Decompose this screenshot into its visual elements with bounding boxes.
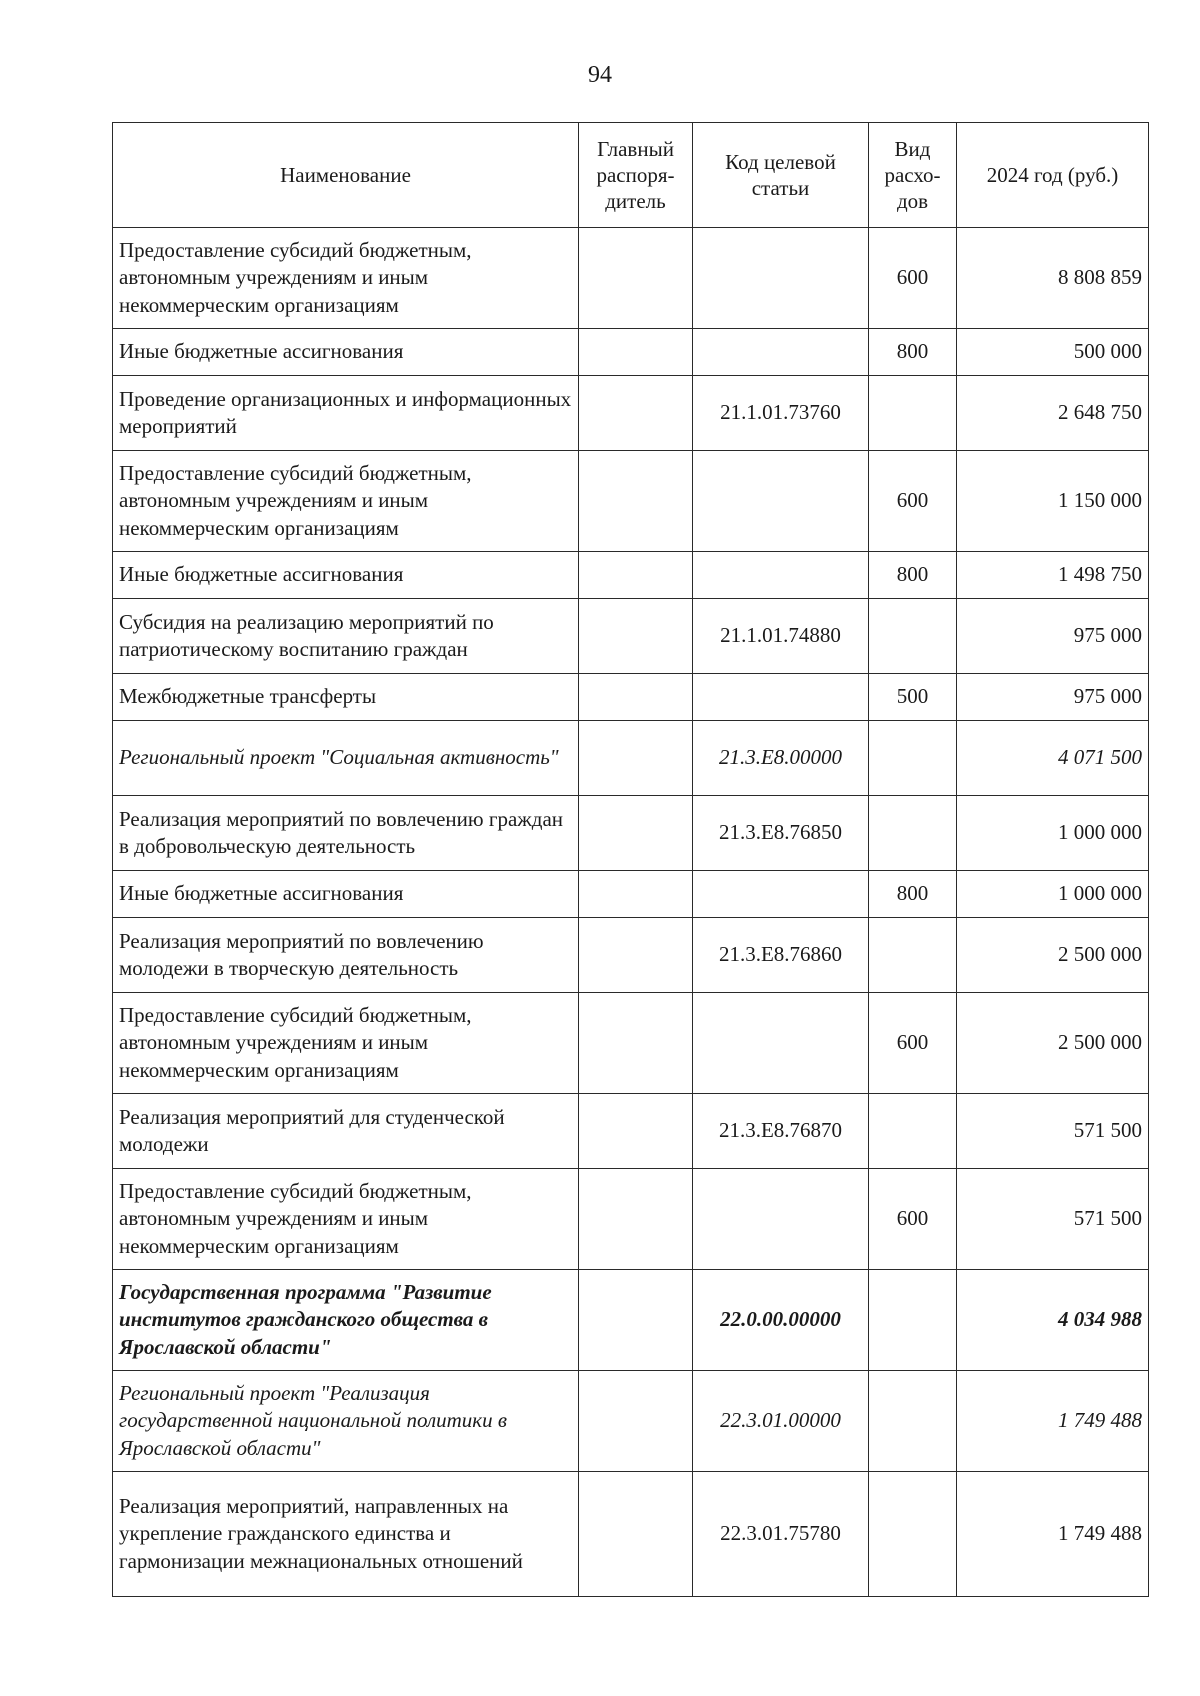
cell-target-code: 21.3.Е8.00000 bbox=[693, 721, 869, 796]
cell-expense-type: 600 bbox=[869, 993, 957, 1094]
cell-sum-2024: 500 000 bbox=[957, 329, 1149, 376]
cell-name: Иные бюджетные ассигнования bbox=[113, 329, 579, 376]
cell-sum-2024: 2 500 000 bbox=[957, 918, 1149, 993]
cell-target-code bbox=[693, 228, 869, 329]
table-row bbox=[113, 1270, 1149, 1371]
cell-main-manager bbox=[579, 721, 693, 796]
cell-main-manager bbox=[579, 993, 693, 1094]
cell-sum-2024: 2 500 000 bbox=[957, 993, 1149, 1094]
cell-target-code: 21.3.Е8.76860 bbox=[693, 918, 869, 993]
cell-main-manager bbox=[579, 674, 693, 721]
cell-main-manager bbox=[579, 871, 693, 918]
cell-expense-type: 800 bbox=[869, 329, 957, 376]
table-row bbox=[113, 1094, 1149, 1169]
table-row bbox=[113, 599, 1149, 674]
cell-name: Реализация мероприятий, направленных на укрепление гражданского единства и гармонизации межнациональных отношений bbox=[113, 1472, 579, 1597]
cell-expense-type bbox=[869, 599, 957, 674]
cell-expense-type bbox=[869, 721, 957, 796]
table-row bbox=[113, 674, 1149, 721]
cell-expense-type: 600 bbox=[869, 1169, 957, 1270]
table-row bbox=[113, 721, 1149, 796]
cell-main-manager bbox=[579, 552, 693, 599]
cell-main-manager bbox=[579, 228, 693, 329]
cell-target-code: 22.0.00.00000 bbox=[693, 1270, 869, 1371]
cell-target-code bbox=[693, 993, 869, 1094]
cell-expense-type bbox=[869, 1270, 957, 1371]
cell-expense-type bbox=[869, 376, 957, 451]
table-body bbox=[113, 228, 1149, 1597]
cell-name: Региональный проект "Реализация государственной национальной политики в Ярославской области" bbox=[113, 1371, 579, 1472]
cell-target-code: 21.3.Е8.76870 bbox=[693, 1094, 869, 1169]
table-row bbox=[113, 1169, 1149, 1270]
table-header bbox=[113, 123, 1149, 228]
cell-name: Реализация мероприятий по вовлечению граждан в добровольческую деятельность bbox=[113, 796, 579, 871]
cell-name: Реализация мероприятий для студенческой молодежи bbox=[113, 1094, 579, 1169]
table-row bbox=[113, 871, 1149, 918]
cell-main-manager bbox=[579, 796, 693, 871]
cell-name: Субсидия на реализацию мероприятий по патриотическому воспитанию граждан bbox=[113, 599, 579, 674]
cell-main-manager bbox=[579, 376, 693, 451]
table-row bbox=[113, 228, 1149, 329]
cell-main-manager bbox=[579, 451, 693, 552]
cell-sum-2024: 571 500 bbox=[957, 1094, 1149, 1169]
column-header-main-manager: Главный распоря-дитель bbox=[579, 123, 693, 228]
cell-expense-type bbox=[869, 1472, 957, 1597]
table-row bbox=[113, 329, 1149, 376]
table-row bbox=[113, 1371, 1149, 1472]
cell-name: Региональный проект "Социальная активность" bbox=[113, 721, 579, 796]
cell-expense-type bbox=[869, 1094, 957, 1169]
table-row bbox=[113, 552, 1149, 599]
cell-expense-type bbox=[869, 1371, 957, 1472]
cell-target-code bbox=[693, 329, 869, 376]
table-row bbox=[113, 796, 1149, 871]
column-header-expense-type: Вид расхо-дов bbox=[869, 123, 957, 228]
cell-target-code bbox=[693, 451, 869, 552]
cell-target-code bbox=[693, 552, 869, 599]
cell-name: Межбюджетные трансферты bbox=[113, 674, 579, 721]
cell-main-manager bbox=[579, 1270, 693, 1371]
column-header-target-code: Код целевой статьи bbox=[693, 123, 869, 228]
table-row bbox=[113, 1472, 1149, 1597]
cell-expense-type: 500 bbox=[869, 674, 957, 721]
page-number: 94 bbox=[588, 62, 612, 88]
cell-name: Предоставление субсидий бюджетным, автономным учреждениям и иным некоммерческим организациям bbox=[113, 228, 579, 329]
cell-sum-2024: 1 498 750 bbox=[957, 552, 1149, 599]
cell-target-code: 21.3.Е8.76850 bbox=[693, 796, 869, 871]
cell-name: Иные бюджетные ассигнования bbox=[113, 871, 579, 918]
cell-sum-2024: 1 000 000 bbox=[957, 796, 1149, 871]
cell-target-code: 21.1.01.73760 bbox=[693, 376, 869, 451]
cell-sum-2024: 1 150 000 bbox=[957, 451, 1149, 552]
cell-sum-2024: 1 749 488 bbox=[957, 1472, 1149, 1597]
cell-name: Предоставление субсидий бюджетным, автономным учреждениям и иным некоммерческим организациям bbox=[113, 993, 579, 1094]
cell-expense-type bbox=[869, 796, 957, 871]
cell-main-manager bbox=[579, 1094, 693, 1169]
budget-table bbox=[112, 122, 1149, 1597]
cell-target-code bbox=[693, 871, 869, 918]
table-row bbox=[113, 376, 1149, 451]
cell-expense-type bbox=[869, 918, 957, 993]
cell-main-manager bbox=[579, 329, 693, 376]
cell-main-manager bbox=[579, 1169, 693, 1270]
cell-target-code bbox=[693, 674, 869, 721]
cell-target-code: 21.1.01.74880 bbox=[693, 599, 869, 674]
column-header-year-2024: 2024 год (руб.) bbox=[957, 123, 1149, 228]
cell-sum-2024: 2 648 750 bbox=[957, 376, 1149, 451]
cell-sum-2024: 1 749 488 bbox=[957, 1371, 1149, 1472]
column-header-name: Наименование bbox=[113, 123, 579, 228]
cell-main-manager bbox=[579, 1472, 693, 1597]
cell-main-manager bbox=[579, 1371, 693, 1472]
cell-expense-type: 800 bbox=[869, 552, 957, 599]
cell-main-manager bbox=[579, 599, 693, 674]
cell-target-code bbox=[693, 1169, 869, 1270]
cell-main-manager bbox=[579, 918, 693, 993]
cell-sum-2024: 4 034 988 bbox=[957, 1270, 1149, 1371]
cell-sum-2024: 571 500 bbox=[957, 1169, 1149, 1270]
cell-name: Предоставление субсидий бюджетным, автономным учреждениям и иным некоммерческим организациям bbox=[113, 451, 579, 552]
cell-name: Государственная программа "Развитие институтов гражданского общества в Ярославской области" bbox=[113, 1270, 579, 1371]
cell-target-code: 22.3.01.75780 bbox=[693, 1472, 869, 1597]
cell-sum-2024: 975 000 bbox=[957, 674, 1149, 721]
cell-name: Реализация мероприятий по вовлечению молодежи в творческую деятельность bbox=[113, 918, 579, 993]
cell-name: Предоставление субсидий бюджетным, автономным учреждениям и иным некоммерческим организациям bbox=[113, 1169, 579, 1270]
table-row bbox=[113, 451, 1149, 552]
cell-expense-type: 800 bbox=[869, 871, 957, 918]
cell-name: Проведение организационных и информационных мероприятий bbox=[113, 376, 579, 451]
cell-expense-type: 600 bbox=[869, 228, 957, 329]
cell-sum-2024: 4 071 500 bbox=[957, 721, 1149, 796]
cell-sum-2024: 975 000 bbox=[957, 599, 1149, 674]
cell-name: Иные бюджетные ассигнования bbox=[113, 552, 579, 599]
cell-expense-type: 600 bbox=[869, 451, 957, 552]
cell-sum-2024: 1 000 000 bbox=[957, 871, 1149, 918]
cell-target-code: 22.3.01.00000 bbox=[693, 1371, 869, 1472]
cell-sum-2024: 8 808 859 bbox=[957, 228, 1149, 329]
table-row bbox=[113, 993, 1149, 1094]
table-row bbox=[113, 918, 1149, 993]
